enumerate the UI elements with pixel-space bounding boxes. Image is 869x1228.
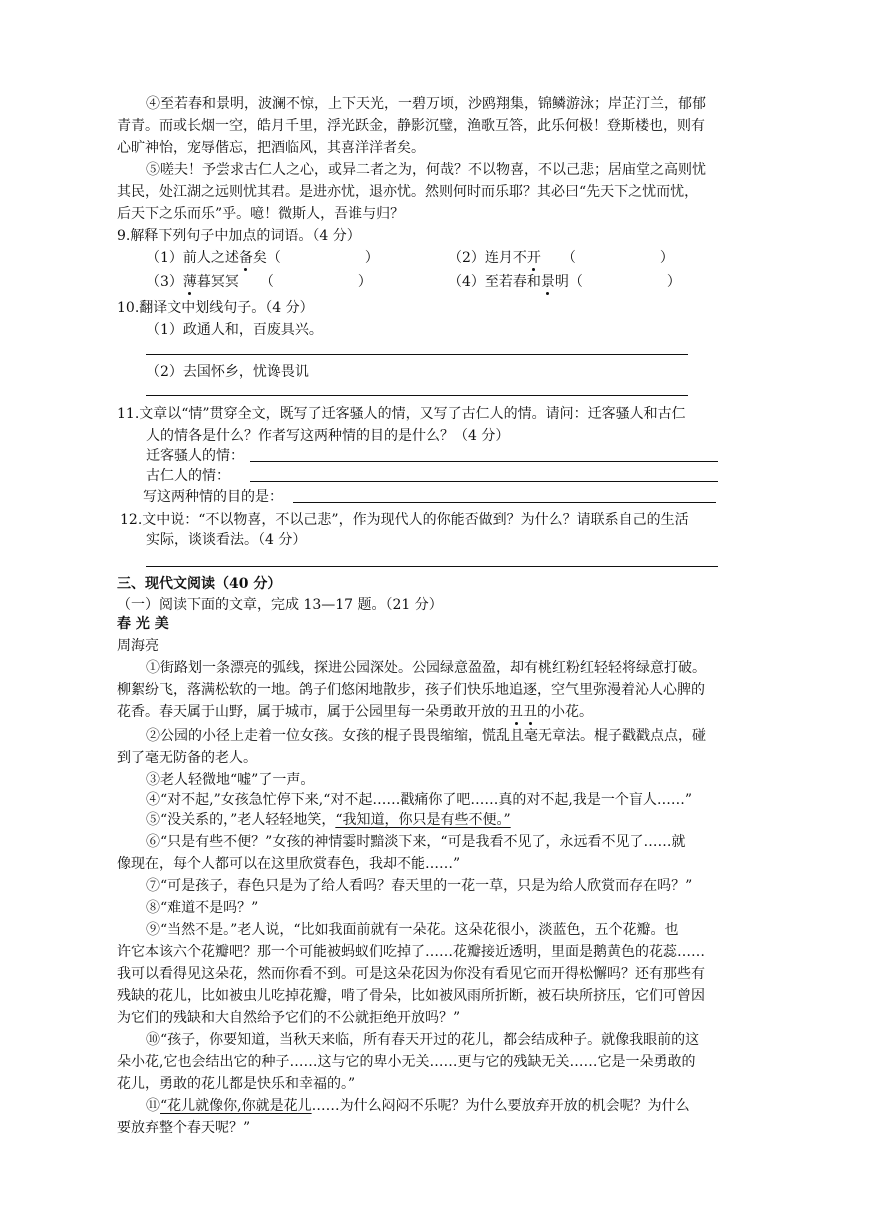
q11-answer-label: 古仁人的情： xyxy=(146,468,230,484)
q9-option-3: （3）薄暮冥冥 （ ） xyxy=(146,274,372,290)
answer-line[interactable] xyxy=(250,481,718,482)
q9-option-4: （4）至若春和景明（ ） xyxy=(448,274,681,290)
story-line: ②公园的小径上走着一位女孩。女孩的棍子畏畏缩缩，慌乱且毫无章法。棍子戳戳点点，碰 xyxy=(146,728,706,744)
question-9-title: 9.解释下列句子中加点的词语。（4 分） xyxy=(117,228,361,244)
story-line: ⑥“只是有些不便？”女孩的神情霎时黯淡下来，“可是我看不见了，永远看不见了……就 xyxy=(146,834,686,850)
story-line: ①街路划一条漂亮的弧线，探进公园深处。公园绿意盈盈，却有桃红粉红轻轻将绿意打破。 xyxy=(146,660,706,676)
q9-option-2: （2）连月不开 （ ） xyxy=(448,250,674,266)
story-line: 柳絮纷飞，落满松软的一地。鸽子们悠闲地散步，孩子们快乐地追逐，空气里弥漫着沁人心脾的 xyxy=(117,682,705,698)
story-line: 我可以看得见这朵花，然而你看不到。可是这朵花因为你没有看见它而开得松懈吗？还有那些有 xyxy=(117,966,705,982)
emphasis-dot-char: 丑 xyxy=(523,704,537,720)
story-line: 许它本该六个花瓣吧？那一个可能被蚂蚁们吃掉了……花瓣接近透明，里面是鹅黄色的花蕊…… xyxy=(117,944,705,960)
question-12-line: 12.文中说：“不以物喜，不以己悲”，作为现代人的你能否做到？为什么？请联系自己的生活 xyxy=(120,512,689,528)
q11-answer-label: 写这两种情的目的是： xyxy=(143,489,283,505)
story-line: 像现在，每个人都可以在这里欣赏春色，我却不能……” xyxy=(117,856,461,872)
emphasis-dot-char: 开 xyxy=(526,250,541,266)
underlined-sentence: “我知道，你只是有些不便。” xyxy=(335,812,511,828)
q11-answer-label: 迁客骚人的情： xyxy=(146,448,244,464)
q9-option-1: （1）前人之述备矣（ ） xyxy=(146,250,379,266)
story-line: ⑩“孩子，你要知道，当秋天来临，所有春天开过的花儿，都会结成种子。就像我眼前的这 xyxy=(146,1032,700,1048)
story-author: 周海亮 xyxy=(117,638,159,654)
story-line: ⑨“当然不是。”老人说，“比如我面前就有一朵花。这朵花很小，淡蓝色，五个花瓣。也 xyxy=(146,922,679,938)
question-11-line: 11.文章以“情”贯穿全文，既写了迁客骚人的情，又写了古仁人的情。请问：迁客骚人和古仁 xyxy=(117,406,686,422)
story-line: ③老人轻微地“嘘”了一声。 xyxy=(146,772,315,788)
story-line: ⑪“花儿就像你,你就是花儿……为什么闷闷不乐呢？为什么要放弃开放的机会呢？为什么 xyxy=(146,1098,690,1114)
passage-line: ⑤嗟夫！予尝求古仁人之心，或异二者之为，何哉？不以物喜，不以己悲；居庙堂之高则忧 xyxy=(146,162,706,178)
story-line: 花香。春天属于山野，属于城市，属于公园里每一朵勇敢开放的丑丑的小花。 xyxy=(117,704,593,720)
answer-line[interactable] xyxy=(146,354,688,355)
answer-line[interactable] xyxy=(293,502,716,503)
passage-line: ④至若春和景明，波澜不惊，上下天光，一碧万顷，沙鸥翔集，锦鳞游泳；岸芷汀兰，郁郁 xyxy=(146,96,706,112)
story-line: 朵小花,它也会结出它的种子……这与它的卑小无关……更与它的残缺无关……它是一朵勇敢的 xyxy=(117,1054,696,1070)
answer-line[interactable] xyxy=(250,461,718,462)
passage-line: 后天下之乐而乐”乎。噫！微斯人，吾谁与归？ xyxy=(117,206,405,222)
answer-line[interactable] xyxy=(146,395,688,396)
story-title: 春 光 美 xyxy=(117,616,169,632)
story-line: ⑦“可是孩子，春色只是为了给人看吗？春天里的一花一草，只是为给人欣赏而存在吗？” xyxy=(146,878,693,894)
question-12-line: 实际，谈谈看法。（4 分） xyxy=(146,532,307,548)
underlined-sentence: “花儿就像你,你就是花儿 xyxy=(160,1098,312,1114)
story-line: 为它们的残缺和大自然给予它们的不公就拒绝开放吗？” xyxy=(117,1010,461,1026)
passage-line: 青青。而或长烟一空，皓月千里，浮光跃金，静影沉璧，渔歌互答，此乐何极！登斯楼也，则有 xyxy=(117,118,705,134)
passage-line: 心旷神怡，宠辱偕忘，把酒临风，其喜洋洋者矣。 xyxy=(117,140,425,156)
answer-line[interactable] xyxy=(146,566,718,567)
emphasis-dot-char: 景 xyxy=(540,274,555,290)
q10-sentence-2: （2）去国怀乡，忧谗畏讥 xyxy=(146,364,309,380)
passage-line: 其民，处江湖之远则忧其君。是进亦忧，退亦忧。然则何时而乐耶？其必曰“先天下之忧而忧， xyxy=(117,184,699,200)
section-heading: 三、现代文阅读（40 分） xyxy=(117,576,282,592)
story-line: 花儿，勇敢的花儿都是快乐和幸福的。” xyxy=(117,1076,356,1092)
story-line: ⑧“难道不是吗？” xyxy=(146,900,259,916)
story-line: ⑤“没关系的，”老人轻轻地笑，“我知道，你只是有些不便。” xyxy=(146,812,511,828)
story-line: 要放弃整个春天呢？” xyxy=(117,1120,251,1136)
story-line: 残缺的花儿，比如被虫儿吃掉花瓣，啃了骨朵，比如被风雨所折断，被石块所挤压，它们可曾因 xyxy=(117,988,705,1004)
story-line: 到了毫无防备的老人。 xyxy=(117,750,257,766)
question-10-title: 10.翻译文中划线句子。（4 分） xyxy=(117,300,314,316)
section-subheading: （一）阅读下面的文章，完成 13—17 题。（21 分） xyxy=(117,597,443,613)
emphasis-dot-char: 薄 xyxy=(182,274,197,290)
q10-sentence-1: （1）政通人和，百废具兴。 xyxy=(146,322,323,338)
question-11-line: 人的情各是什么？作者写这两种情的目的是什么？（4 分） xyxy=(146,428,510,444)
story-line: ④“对不起,”女孩急忙停下来,“对不起……戳痛你了吧……真的对不起,我是一个盲人……” xyxy=(146,792,692,808)
emphasis-dot-char: 丑 xyxy=(509,704,523,720)
emphasis-dot-char: 备 xyxy=(238,250,253,266)
